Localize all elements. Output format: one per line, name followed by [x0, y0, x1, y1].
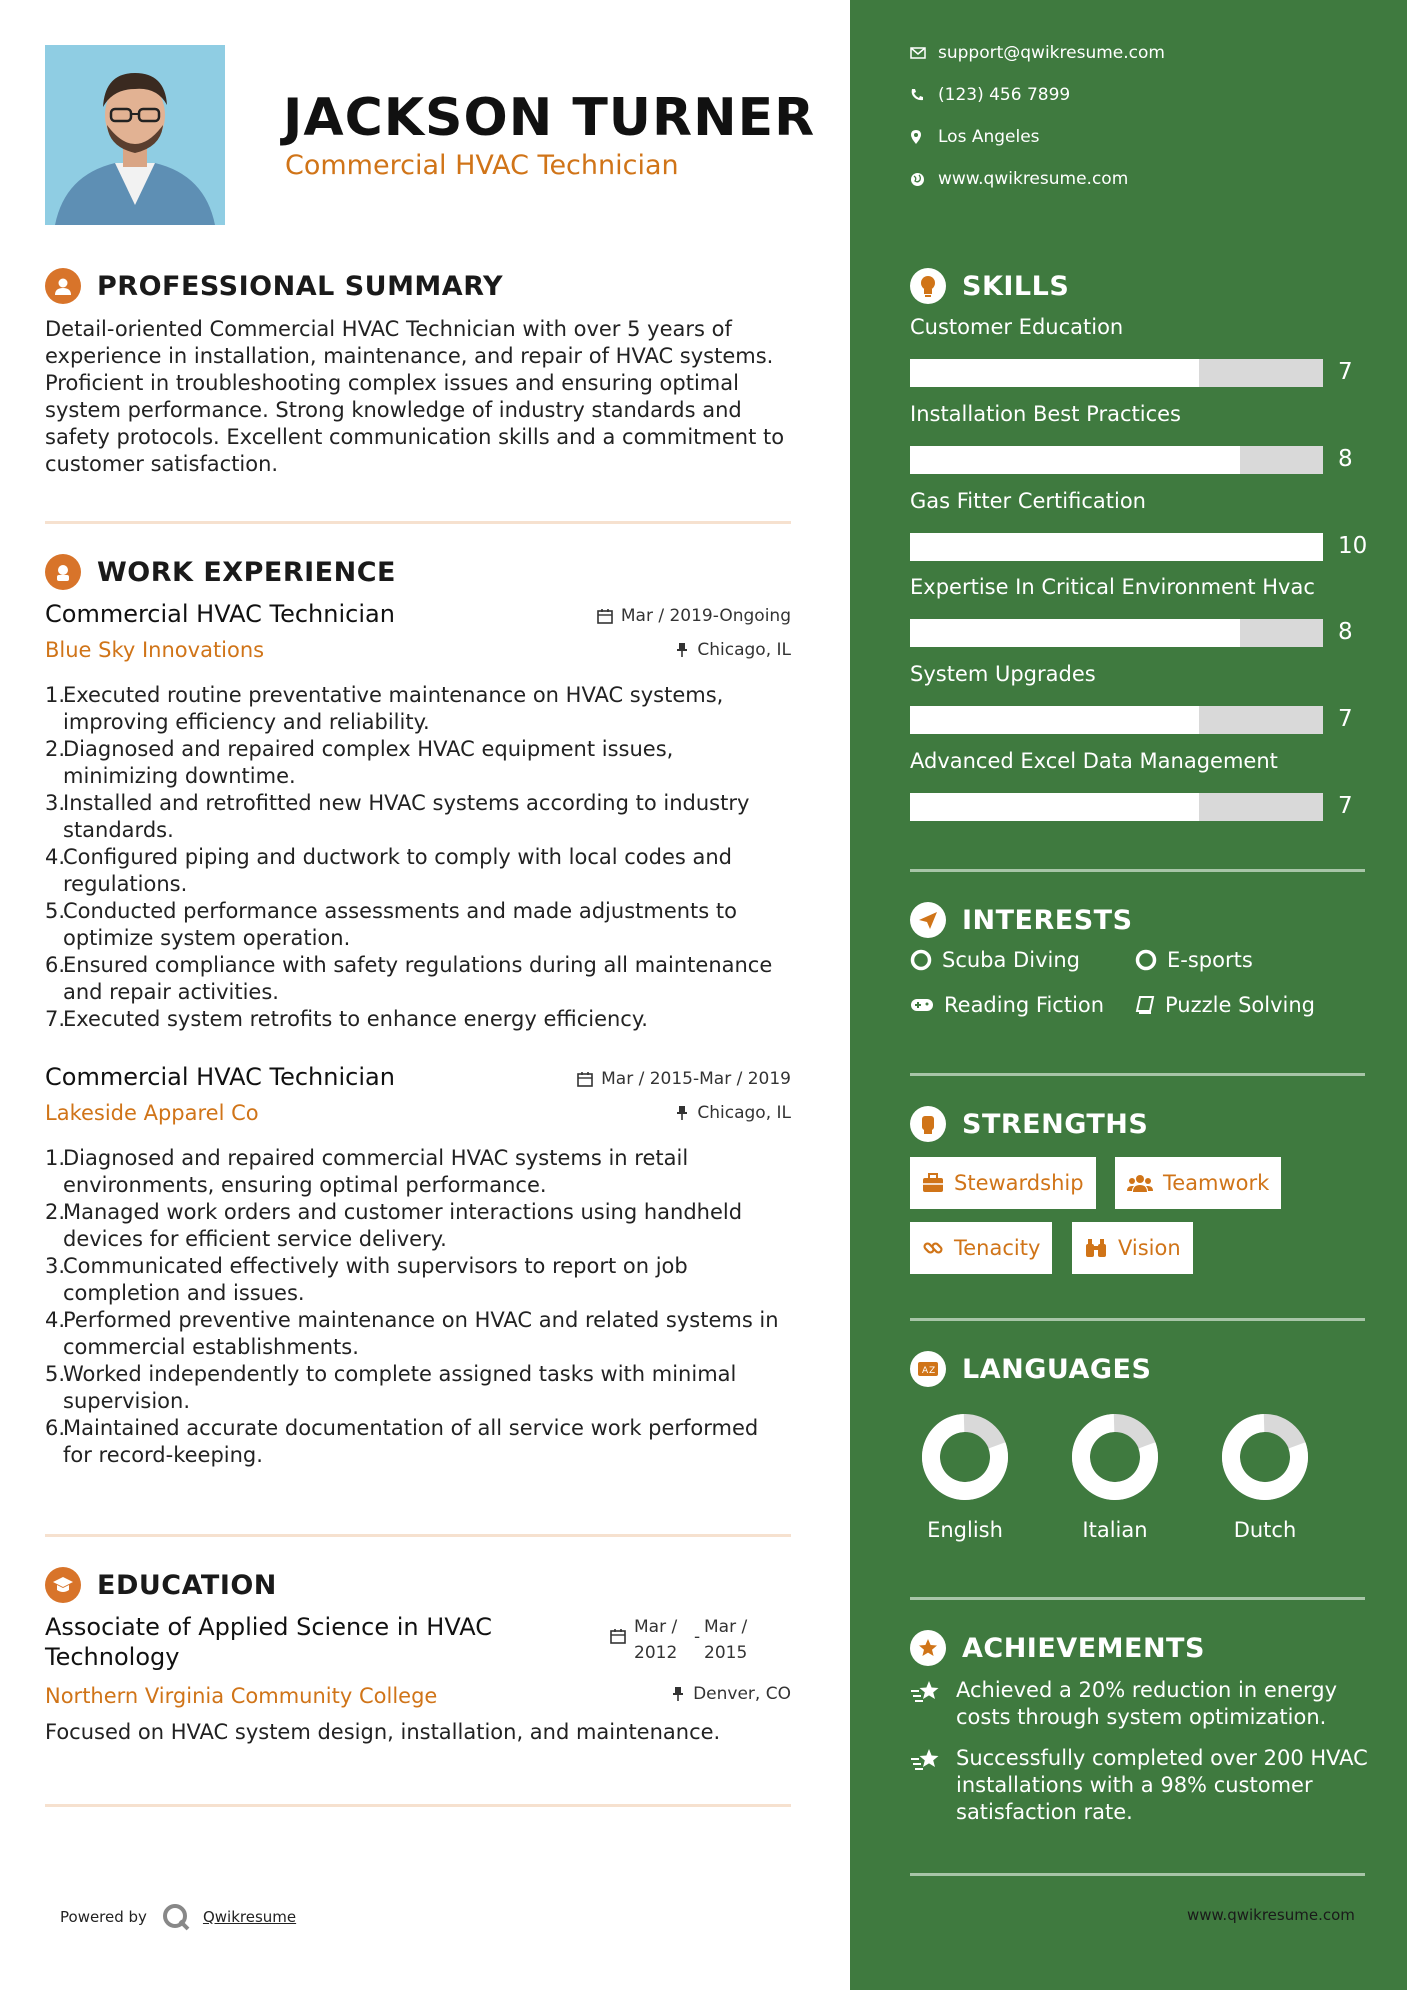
list-item: 2. Diagnosed and repaired complex HVAC equipment issues, minimizing downtime. [45, 737, 674, 788]
achievement-item: Achieved a 20% reduction in energy costs through system optimization. [910, 1677, 1370, 1731]
achievements-title: ACHIEVEMENTS [962, 1632, 1205, 1664]
skill-item [910, 315, 1370, 385]
skill-bar-fill [910, 793, 1199, 821]
summary-title: PROFESSIONAL SUMMARY [97, 270, 504, 302]
location-icon [910, 129, 922, 145]
interests-title: INTERESTS [962, 904, 1133, 936]
list-item: 3. Installed and retrofitted new HVAC systems according to industry standards. [45, 791, 750, 842]
job-location [675, 1103, 791, 1123]
skill-bar [910, 706, 1323, 734]
life-ring-icon [910, 949, 932, 971]
skill-level: 8 [1338, 446, 1353, 472]
job-date [577, 1069, 791, 1089]
skill-level: 7 [1338, 706, 1353, 732]
education-start-month: Mar / [634, 1617, 678, 1637]
skill-level: 7 [1338, 793, 1353, 819]
section-divider [910, 1597, 1365, 1600]
list-item: 2. Managed work orders and customer interactions using handheld devices for efficient service delivery. [45, 1200, 743, 1251]
skill-level: 7 [1338, 359, 1353, 385]
job-date-text: Mar / 2019-Ongoing [620, 606, 791, 626]
skill-bar [910, 533, 1323, 561]
phone-icon [910, 88, 924, 102]
job-company: Lakeside Apparel Co [45, 1101, 259, 1125]
profile-photo [45, 45, 225, 225]
lightbulb-icon [910, 268, 946, 304]
language-icon [910, 1351, 946, 1387]
skill-bar [910, 793, 1323, 821]
briefcase-icon [922, 1173, 944, 1193]
phone-text: (123) 456 7899 [938, 85, 1071, 105]
calendar-icon [577, 1071, 593, 1087]
star-badge-icon [910, 1630, 946, 1666]
skill-bar-fill [910, 619, 1240, 647]
calendar-icon [597, 608, 613, 624]
education-start-year: 2012 [634, 1643, 678, 1663]
job-entry [45, 1063, 791, 1469]
job-location [675, 640, 791, 660]
education-title: EDUCATION [97, 1569, 277, 1601]
shooting-star-icon [910, 1679, 942, 1705]
education-location [671, 1684, 791, 1704]
user-icon [45, 268, 81, 304]
website-text[interactable]: www.qwikresume.com [938, 169, 1129, 189]
section-divider [45, 1534, 791, 1537]
powered-by [60, 1902, 296, 1932]
sidebar [850, 0, 1407, 1990]
skill-level: 10 [1338, 533, 1368, 559]
contact-website [910, 169, 1128, 189]
globe-icon [910, 172, 925, 187]
section-divider [910, 1073, 1365, 1076]
interest-item: E-sports [1135, 948, 1253, 972]
list-item: 5. Worked independently to complete assigned tasks with minimal supervision. [45, 1362, 737, 1413]
list-item: 5. Conducted performance assessments and made adjustments to optimize system operation. [45, 899, 737, 950]
pin-icon [675, 1105, 689, 1121]
job-date-text: Mar / 2015-Mar / 2019 [601, 1069, 791, 1089]
gamepad-icon [910, 997, 934, 1013]
job-company: Blue Sky Innovations [45, 638, 265, 662]
education-end-month: Mar / [704, 1617, 748, 1637]
binoculars-icon [1084, 1238, 1108, 1258]
summary-heading [45, 268, 503, 304]
job-duties [45, 682, 791, 1033]
pin-icon [671, 1686, 685, 1702]
experience-title: WORK EXPERIENCE [97, 556, 396, 588]
skill-item [910, 575, 1370, 645]
list-item: 6. Maintained accurate documentation of all service work performed for record-keeping. [45, 1416, 759, 1467]
language-donut [1070, 1412, 1160, 1502]
education-location-text: Denver, CO [693, 1684, 791, 1704]
paper-plane-icon [910, 902, 946, 938]
qwikresume-link[interactable]: Qwikresume [202, 1908, 297, 1926]
skill-name: Advanced Excel Data Management [910, 749, 1278, 773]
contact-email [910, 43, 1165, 63]
briefcase-icon [45, 554, 81, 590]
language-name: Dutch [1233, 1518, 1297, 1542]
education-description: Focused on HVAC system design, installation, and maintenance. [45, 1720, 721, 1744]
svg-text:A: A [922, 1366, 929, 1376]
experience-heading [45, 554, 396, 590]
education-date [610, 1614, 747, 1666]
qwikresume-logo-icon [161, 1902, 191, 1932]
languages-title: LANGUAGES [962, 1353, 1152, 1385]
skill-name: Gas Fitter Certification [910, 489, 1146, 513]
language-item [910, 1412, 1020, 1542]
section-divider [910, 1318, 1365, 1321]
language-item [1210, 1412, 1320, 1542]
graduation-cap-icon [45, 1567, 81, 1603]
list-item: 4. Configured piping and ductwork to comply with local codes and regulations. [45, 845, 733, 896]
skill-item [910, 402, 1370, 472]
skill-name: Expertise In Critical Environment Hvac [910, 575, 1315, 599]
email-text[interactable]: support@qwikresume.com [938, 43, 1165, 63]
job-location-text: Chicago, IL [697, 640, 791, 660]
skill-bar [910, 446, 1323, 474]
shooting-star-icon [910, 1747, 942, 1773]
skill-bar-fill [910, 706, 1199, 734]
job-date [597, 606, 791, 626]
skill-bar [910, 619, 1323, 647]
book-icon [1135, 995, 1155, 1015]
list-item: 6. Ensured compliance with safety regulations during all maintenance and repair activities. [45, 953, 773, 1004]
strength-tag: Teamwork [1115, 1157, 1281, 1209]
skill-name: Installation Best Practices [910, 402, 1181, 426]
skill-bar-fill [910, 359, 1199, 387]
section-divider [45, 1804, 791, 1807]
candidate-title: Commercial HVAC Technician [285, 150, 679, 181]
section-divider [910, 1873, 1365, 1876]
section-divider [45, 521, 791, 524]
job-duties [45, 1145, 791, 1469]
achievement-item: Successfully completed over 200 HVAC installations with a 98% customer satisfaction rate. [910, 1745, 1370, 1826]
link-icon [922, 1237, 944, 1259]
achievements-heading [910, 1630, 1205, 1666]
fist-icon [910, 1106, 946, 1142]
list-item: 4. Performed preventive maintenance on HVAC and related systems in commercial establishments. [45, 1308, 779, 1359]
skill-bar-fill [910, 446, 1240, 474]
interest-item: Scuba Diving [910, 948, 1080, 972]
language-donut [920, 1412, 1010, 1502]
skill-item [910, 662, 1370, 732]
language-donut [1220, 1412, 1310, 1502]
strengths-title: STRENGTHS [962, 1108, 1149, 1140]
list-item: 7. Executed system retrofits to enhance energy efficiency. [45, 1007, 648, 1031]
interest-item: Puzzle Solving [1135, 993, 1315, 1017]
education-date-dash: - [694, 1627, 701, 1647]
skill-name: Customer Education [910, 315, 1124, 339]
languages-heading [910, 1351, 1151, 1387]
life-ring-icon [1135, 949, 1157, 971]
interest-item: Reading Fiction [910, 993, 1104, 1017]
education-entry [45, 1612, 791, 1744]
strength-tag: Tenacity [910, 1222, 1052, 1274]
skill-name: System Upgrades [910, 662, 1096, 686]
language-name: Italian [1082, 1518, 1148, 1542]
skills-heading [910, 268, 1069, 304]
skill-bar [910, 359, 1323, 387]
skill-bar-fill [910, 533, 1323, 561]
job-title: Commercial HVAC Technician [45, 600, 395, 628]
pin-icon [675, 642, 689, 658]
list-item: 1. Diagnosed and repaired commercial HVAC systems in retail environments, ensuring optimal performance. [45, 1146, 689, 1197]
contact-phone [910, 85, 1070, 105]
strengths-heading [910, 1106, 1148, 1142]
skill-level: 8 [1338, 619, 1353, 645]
summary-text: Detail-oriented Commercial HVAC Technician with over 5 years of experience in installation, maintenance, and repair of HVAC systems. Proficient in troubleshooting complex issues and ensuring optimal system performance. Strong knowledge of industry standards and safety protocols. Excellent communication skills and a commitment to customer satisfaction. [45, 317, 785, 476]
candidate-name: JACKSON TURNER [283, 88, 816, 148]
job-location-text: Chicago, IL [697, 1103, 791, 1123]
email-icon [910, 47, 926, 59]
svg-text:Z: Z [929, 1366, 936, 1376]
users-icon [1127, 1173, 1153, 1193]
interests-heading [910, 902, 1133, 938]
strength-tag: Vision [1072, 1222, 1193, 1274]
language-item [1060, 1412, 1170, 1542]
language-name: English [927, 1518, 1003, 1542]
skill-item [910, 749, 1370, 819]
strength-tag: Stewardship [910, 1157, 1096, 1209]
skills-title: SKILLS [962, 270, 1070, 302]
education-end-year: 2015 [704, 1643, 748, 1663]
job-title: Commercial HVAC Technician [45, 1063, 395, 1091]
school-name: Northern Virginia Community College [45, 1684, 438, 1708]
list-item: 1. Executed routine preventative maintenance on HVAC systems, improving efficiency and reliability. [45, 683, 724, 734]
education-heading [45, 1567, 277, 1603]
contact-location [910, 127, 1040, 147]
skill-item [910, 489, 1370, 559]
calendar-icon [610, 1628, 626, 1644]
list-item: 3. Communicated effectively with supervisors to report on job completion and issues. [45, 1254, 688, 1305]
job-entry [45, 600, 791, 1033]
footer-url[interactable]: www.qwikresume.com [1187, 1906, 1355, 1924]
powered-by-label: Powered by [60, 1908, 147, 1926]
location-text: Los Angeles [938, 127, 1040, 147]
section-divider [910, 869, 1365, 872]
degree-title: Associate of Applied Science in HVAC Technology [45, 1613, 492, 1671]
